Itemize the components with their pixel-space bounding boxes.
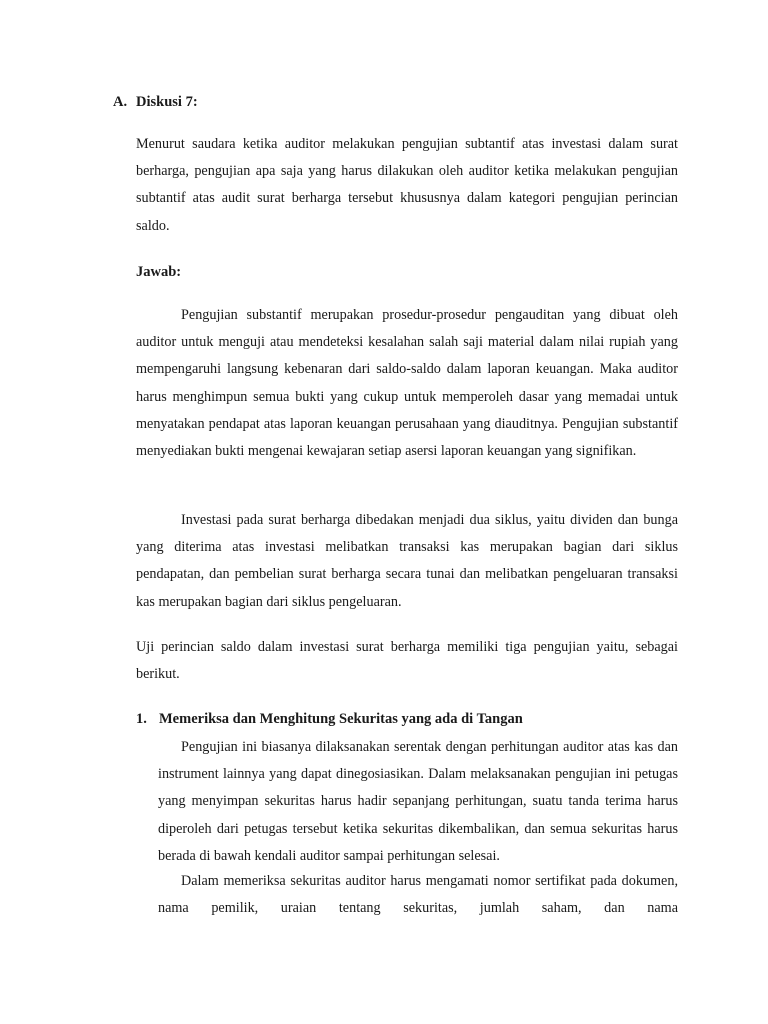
answer-paragraph-3: Uji perincian saldo dalam investasi surat berharga memiliki tiga pengujian yaitu, sebagai berikut. [136,639,678,683]
section-heading [113,92,198,112]
list-item-number: 1. [136,711,147,727]
list-item-paragraph-1: Pengujian ini biasanya dilaksanakan serentak dengan perhitungan auditor atas kas dan instrument lainnya yang dapat dinegosiasikan. Dalam melaksanakan pengujian ini petugas yang menyimpan sekuritas harus hadir sepanjang perhitungan, suatu tanda terima harus diperoleh dari petugas tersebut ketika sekuritas dikembalikan, dan semua sekuritas harus berada di bawah kendali auditor sampai perhitungan selesai. [158,739,678,864]
answer-paragraph-1: Pengujian substantif merupakan prosedur-prosedur pengauditan yang dibuat oleh auditor untuk menguji atau mendeteksi kesalahan salah saji material dalam nilai rupiah yang mempengaruhi langsung kebenaran dari saldo-saldo dalam laporan keuangan. Maka auditor harus menghimpun semua bukti yang cukup untuk memperoleh dasar yang memadai untuk menyatakan pendapat atas laporan keuangan perusahaan yang diauditnya. Pengujian substantif menyediakan bukti mengenai kewajaran setiap asersi laporan keuangan yang signifikan. [136,307,678,460]
question-paragraph: Menurut saudara ketika auditor melakukan pengujian subtantif atas investasi dalam surat berharga, pengujian apa saja yang harus dilakukan oleh auditor ketika melakukan pengujian subtantif atas audit surat berharga tersebut khususnya dalam kategori pengujian perincian saldo. [136,136,678,234]
list-item-paragraph-2: Dalam memeriksa sekuritas auditor harus mengamati nomor sertifikat pada dokumen, nama pemilik, uraian tentang sekuritas, jumlah saham, dan nama [158,873,678,917]
section-number: A. [113,94,128,110]
list-item-heading [136,709,523,729]
answer-paragraph-2: Investasi pada surat berharga dibedakan menjadi dua siklus, yaitu dividen dan bunga yang diterima atas investasi melibatkan transaksi kas merupakan bagian dari siklus pendapatan, dan pembelian surat berharga secara tunai dan melibatkan pengeluaran transaksi kas merupakan bagian dari siklus pengeluaran. [136,512,678,610]
answer-label: Jawab: [136,264,182,280]
list-item-title: Memeriksa dan Menghitung Sekuritas yang ada di Tangan [159,711,523,727]
section-title: Diskusi 7: [136,94,198,110]
